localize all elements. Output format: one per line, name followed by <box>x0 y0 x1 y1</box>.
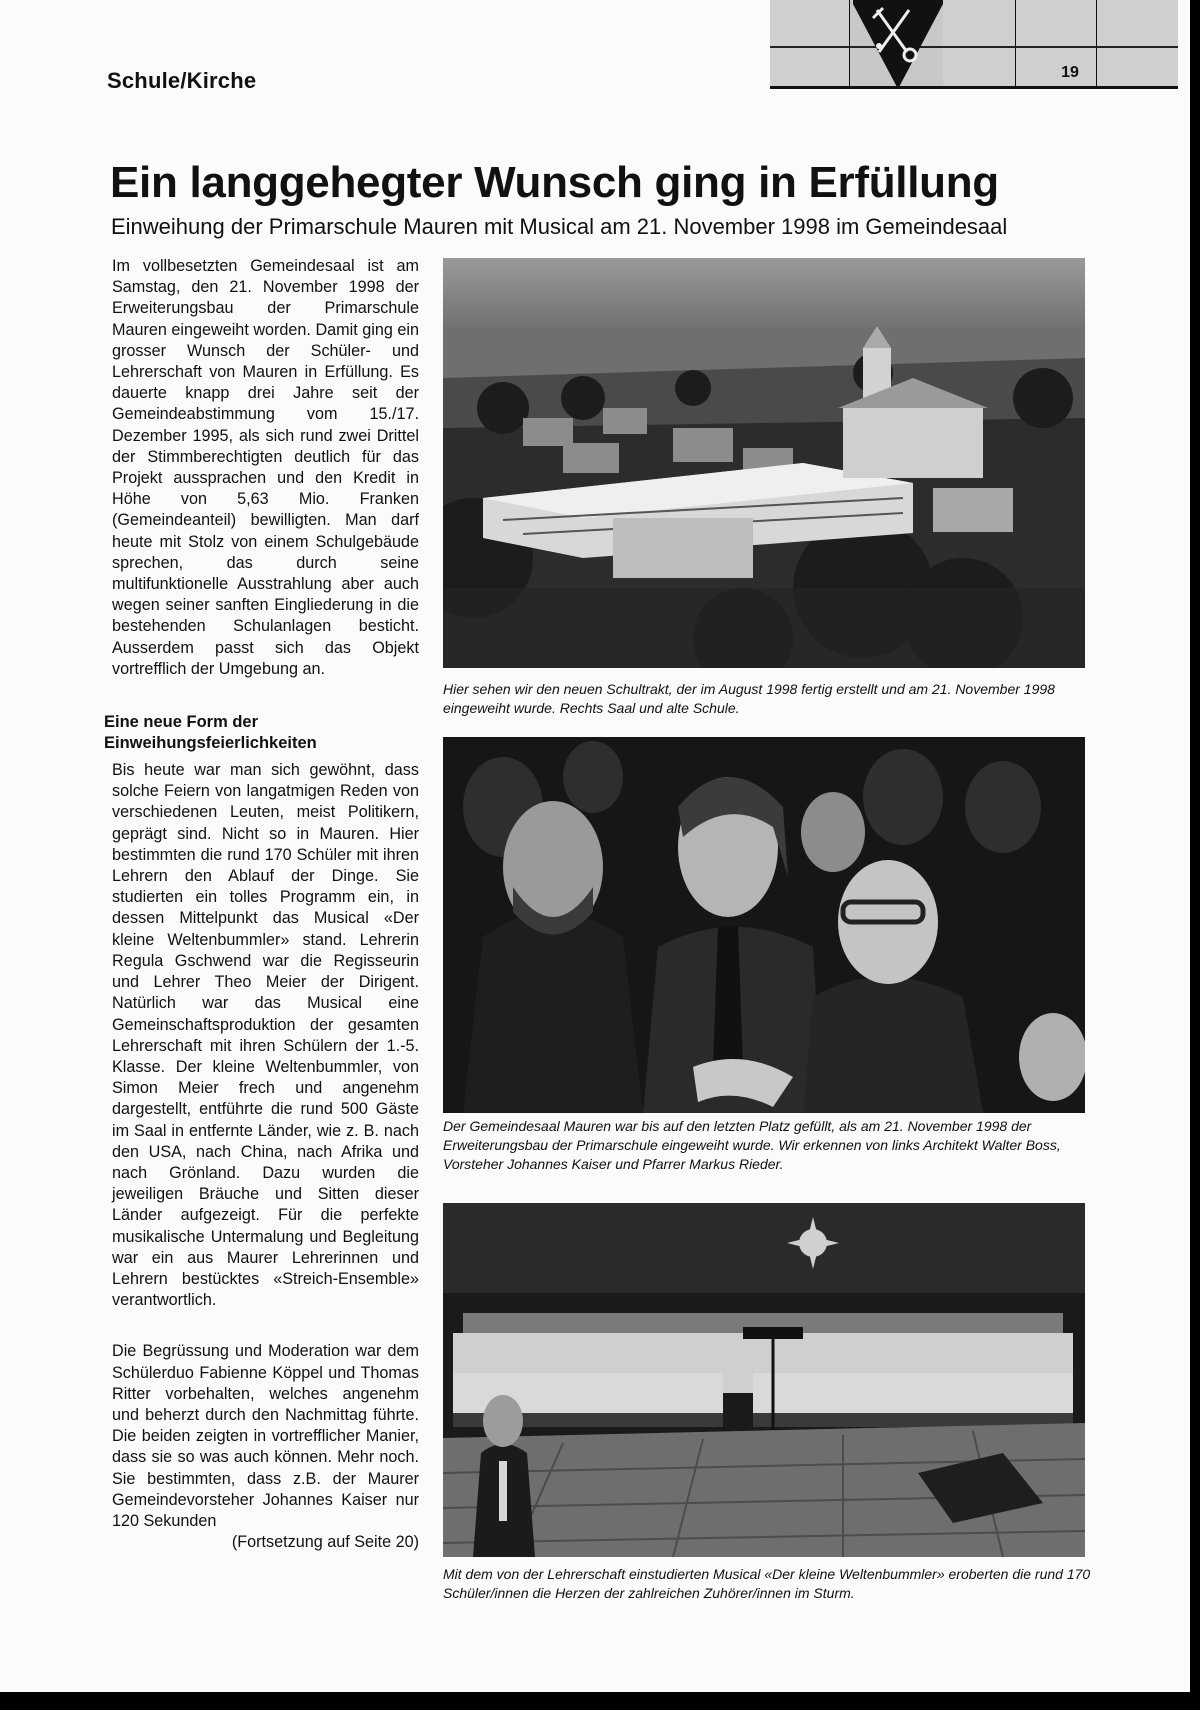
aerial-photo <box>443 258 1085 668</box>
intro-paragraph: Im vollbesetzten Gemeindesaal ist am Samstag, den 21. November 1998 der Erweiterungsbau der Primarschule Mauren eingeweiht worden. Damit ging ein grosser Wunsch der Schüler- und Lehrerschaft von Mauren in Erfüllung. Es dauerte knapp drei Jahre seit der Gemeindeabstimmung vom 15./17. Dezember 1995, als sich rund zwei Drittel der Stimmberechtigten deutlich für das Projekt aussprachen und den Kredit in Höhe von 5,63 Mio. Franken (Gemeindeanteil) bewilligten. Man darf heute mit Stolz von einem Schulgebäude sprechen, das durch seine multifunktionelle Ausstrahlung aber auch wegen seiner sanften Eingliederung in die bestehenden Schulanlagen besticht. Ausserdem passt sich das Objekt vortrefflich der Umgebung an. <box>112 257 419 678</box>
article-subtitle: Einweihung der Primarschule Mauren mit Musical am 21. November 1998 im Gemeindesaal <box>111 214 1008 239</box>
body-paragraph: Bis heute war man sich gewöhnt, dass solche Feiern von langatmigen Reden von verschiedenen Leuten, meist Politikern, geprägt sind. Nicht so in Mauren. Hier bestimmten die rund 170 Schüler mit ihren Lehrern den Ablauf der Dinge. Sie studierten ein tolles Programm ein, in dessen Mittelpunkt das Musical «Der kleine Weltenbummler» stand. Lehrerin Regula Gschwend war die Regisseurin und Lehrer Theo Meier der Dirigent. Natürlich war das Musical eine Gemeinschaftsproduktion der gesamten Lehrerschaft mit ihren Schülern der 1.-5. Klasse. Der kleine Weltenbummler, von Simon Meier frech und angenehm dargestellt, entführte die rund 500 Gäste im Saal in entfernte Länder, wie z. B. nach den USA, nach China, nach Afrika und nach Grönland. Dazu wurden die jeweiligen Bräuche und Sitten dieser Länder aufgezeigt. Für die perfekte musikalische Untermalung und Begleitung war ein aus Maurer Lehrerinnen und Lehrern bestücktes «Streich-Ensemble» verantwortlich. <box>112 761 419 1310</box>
coat-of-arms-icon <box>853 0 943 89</box>
continuation-note: (Fortsetzung auf Seite 20) <box>231 1533 419 1552</box>
article-title: Ein langgehegter Wunsch ging in Erfüllung <box>110 158 999 207</box>
page-number: 19 <box>1061 64 1079 81</box>
header-strip <box>770 0 1178 89</box>
audience-photo-caption: Der Gemeindesaal Mauren war bis auf den letzten Platz gefüllt, als am 21. November 1998 der Erweiterungsbau der Primarschule eingeweiht wurde. Wir erkennen von links Architekt Walter Boss, Vorsteher Johannes Kaiser und Pfarrer Markus Rieder. <box>443 1118 1061 1172</box>
subheading: Eine neue Form der Einweihungsfeierlichkeiten <box>104 713 317 753</box>
stage-photo <box>443 1203 1085 1557</box>
audience-photo <box>443 737 1085 1113</box>
section-label: Schule/Kirche <box>107 68 257 93</box>
article-body <box>104 256 419 1553</box>
body-paragraph-2: Die Begrüssung und Moderation war dem Schülerduo Fabienne Köppel und Thomas Ritter vorbehalten, welches angenehm und beherzt durch den Nachmittag führte. Die beiden zeigten in vortrefflicher Manier, dass sie so was auch können. Mehr noch. Sie bestimmten, dass z.B. der Maurer Gemeindevorsteher Johannes Kaiser nur 120 Sekunden <box>112 1342 419 1530</box>
stage-photo-caption: Mit dem von der Lehrerschaft einstudierten Musical «Der kleine Weltenbummler» eroberten die rund 170 Schüler/innen die Herzen der zahlreichen Zuhörer/innen im Sturm. <box>443 1566 1091 1601</box>
aerial-photo-caption: Hier sehen wir den neuen Schultrakt, der im August 1998 fertig erstellt und am 21. November 1998 eingeweiht wurde. Rechts Saal und alte Schule. <box>443 681 1055 716</box>
